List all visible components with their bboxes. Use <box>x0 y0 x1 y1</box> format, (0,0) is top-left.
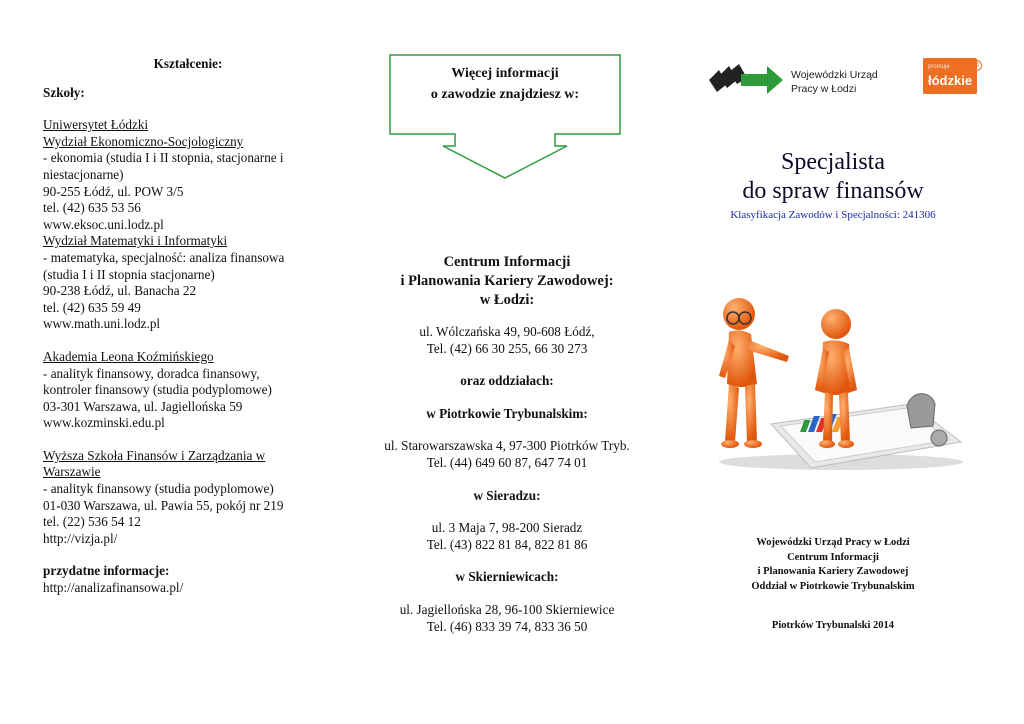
school-detail: tel. (42) 635 59 49 <box>43 299 141 315</box>
school-detail: - analityk finansowy, doradca finansowy, <box>43 365 260 381</box>
school-name[interactable]: Uniwersytet Łódzki <box>43 117 149 133</box>
phone: Tel. (42) 66 30 255, 66 30 273 <box>426 340 588 356</box>
lodzkie-logo-small: promuje <box>928 64 950 70</box>
issuer-line: i Planowania Kariery Zawodowej <box>757 566 909 577</box>
branch-label: w Skierniewicach: <box>455 569 559 585</box>
address: ul. Starowarszawska 4, 97-300 Piotrków Tryb. <box>384 438 630 454</box>
place-year: Piotrków Trybunalski 2014 <box>771 620 895 631</box>
faculty-name[interactable]: Wydział Ekonomiczno-Socjologiczny <box>43 133 244 149</box>
centrum-line: w Łodzi: <box>479 292 535 308</box>
school-website: http://vizja.pl/ <box>43 530 118 546</box>
wup-logo-line: Pracy w Łodzi <box>791 83 857 95</box>
wup-logo-icon <box>707 62 787 98</box>
school-detail: 90-255 Łódź, ul. POW 3/5 <box>43 183 184 199</box>
useful-info-link[interactable]: http://analizafinansowa.pl/ <box>43 580 184 596</box>
phone: Tel. (44) 649 60 87, 647 74 01 <box>426 454 588 470</box>
brochure-title <box>685 148 981 223</box>
title-line: Specjalista <box>781 149 885 175</box>
phone: Tel. (43) 822 81 84, 822 81 86 <box>426 536 588 552</box>
callout-line: o zawodzie znajdziesz w: <box>430 87 580 102</box>
cover-column <box>685 0 1015 724</box>
school-detail: kontroler finansowy (studia podyplomowe) <box>43 382 272 398</box>
branch-label: w Sieradzu: <box>473 487 541 503</box>
school-detail: - analityk finansowy (studia podyplomowe) <box>43 481 274 497</box>
school-detail: - matematyka, specjalność: analiza finansowa <box>43 249 285 265</box>
centrum-heading <box>362 253 652 310</box>
useful-info-label: przydatne informacje: <box>43 563 170 579</box>
schools-label: Szkoły: <box>43 84 85 100</box>
phone: Tel. (46) 833 39 74, 833 36 50 <box>426 618 588 634</box>
faculty-name[interactable]: Wydział Matematyki i Informatyki <box>43 233 228 249</box>
education-heading: Kształcenie: <box>153 56 223 71</box>
school-detail: tel. (22) 536 54 12 <box>43 514 141 530</box>
school-name[interactable]: Wyższa Szkoła Finansów i Zarządzania w <box>43 447 266 463</box>
school-detail: tel. (42) 635 53 56 <box>43 200 141 216</box>
school-detail: 90-238 Łódź, ul. Banacha 22 <box>43 283 197 299</box>
school-detail: niestacjonarne) <box>43 166 124 182</box>
issuer-block <box>685 536 981 594</box>
lodzkie-logo <box>923 58 977 94</box>
school-name[interactable]: Akademia Leona Koźmińskiego <box>43 348 214 364</box>
school-website: www.eksoc.uni.lodz.pl <box>43 216 164 232</box>
finance-figures-illustration <box>711 292 971 472</box>
callout-line: Więcej informacji <box>451 66 559 81</box>
branch-label: w Piotrkowie Trybunalskim: <box>426 405 588 421</box>
title-line: do spraw finansów <box>742 178 924 204</box>
wup-logo-text <box>791 68 878 96</box>
school-detail: 03-301 Warszawa, ul. Jagiellońska 59 <box>43 398 243 414</box>
address: ul. Wólczańska 49, 90-608 Łódź, <box>419 324 595 339</box>
school-detail: 01-030 Warszawa, ul. Pawia 55, pokój nr 219 <box>43 497 284 513</box>
contact-column <box>362 0 652 724</box>
wup-logo-line: Wojewódzki Urząd <box>791 69 878 81</box>
address: ul. 3 Maja 7, 98-200 Sieradz <box>431 520 583 536</box>
addresses <box>362 324 652 635</box>
lodzkie-logo-big: łódzkie <box>928 73 973 88</box>
issuer-line: Oddział w Piotrkowie Trybunalskim <box>751 580 915 592</box>
school-website: www.kozminski.edu.pl <box>43 415 165 431</box>
registered-mark: ® <box>971 60 982 71</box>
school-detail: - ekonomia (studia I i II stopnia, stacjonarne i <box>43 150 284 166</box>
centrum-line: Centrum Informacji <box>443 254 571 270</box>
centrum-line: i Planowania Kariery Zawodowej: <box>400 273 614 289</box>
education-column <box>43 56 333 597</box>
issuer-line: Wojewódzki Urząd Pracy w Łodzi <box>756 537 910 548</box>
callout-text <box>390 63 620 105</box>
classification-code: Klasyfikacja Zawodów i Specjalności: 241306 <box>730 209 936 221</box>
school-name[interactable]: Warszawie <box>43 464 101 480</box>
school-detail: (studia I i II stopnia stacjonarne) <box>43 266 215 282</box>
branches-label: oraz oddziałach: <box>460 373 554 389</box>
school-website: www.math.uni.lodz.pl <box>43 316 161 332</box>
address: ul. Jagiellońska 28, 96-100 Skierniewice <box>399 601 615 617</box>
issuer-line: Centrum Informacji <box>787 551 879 563</box>
